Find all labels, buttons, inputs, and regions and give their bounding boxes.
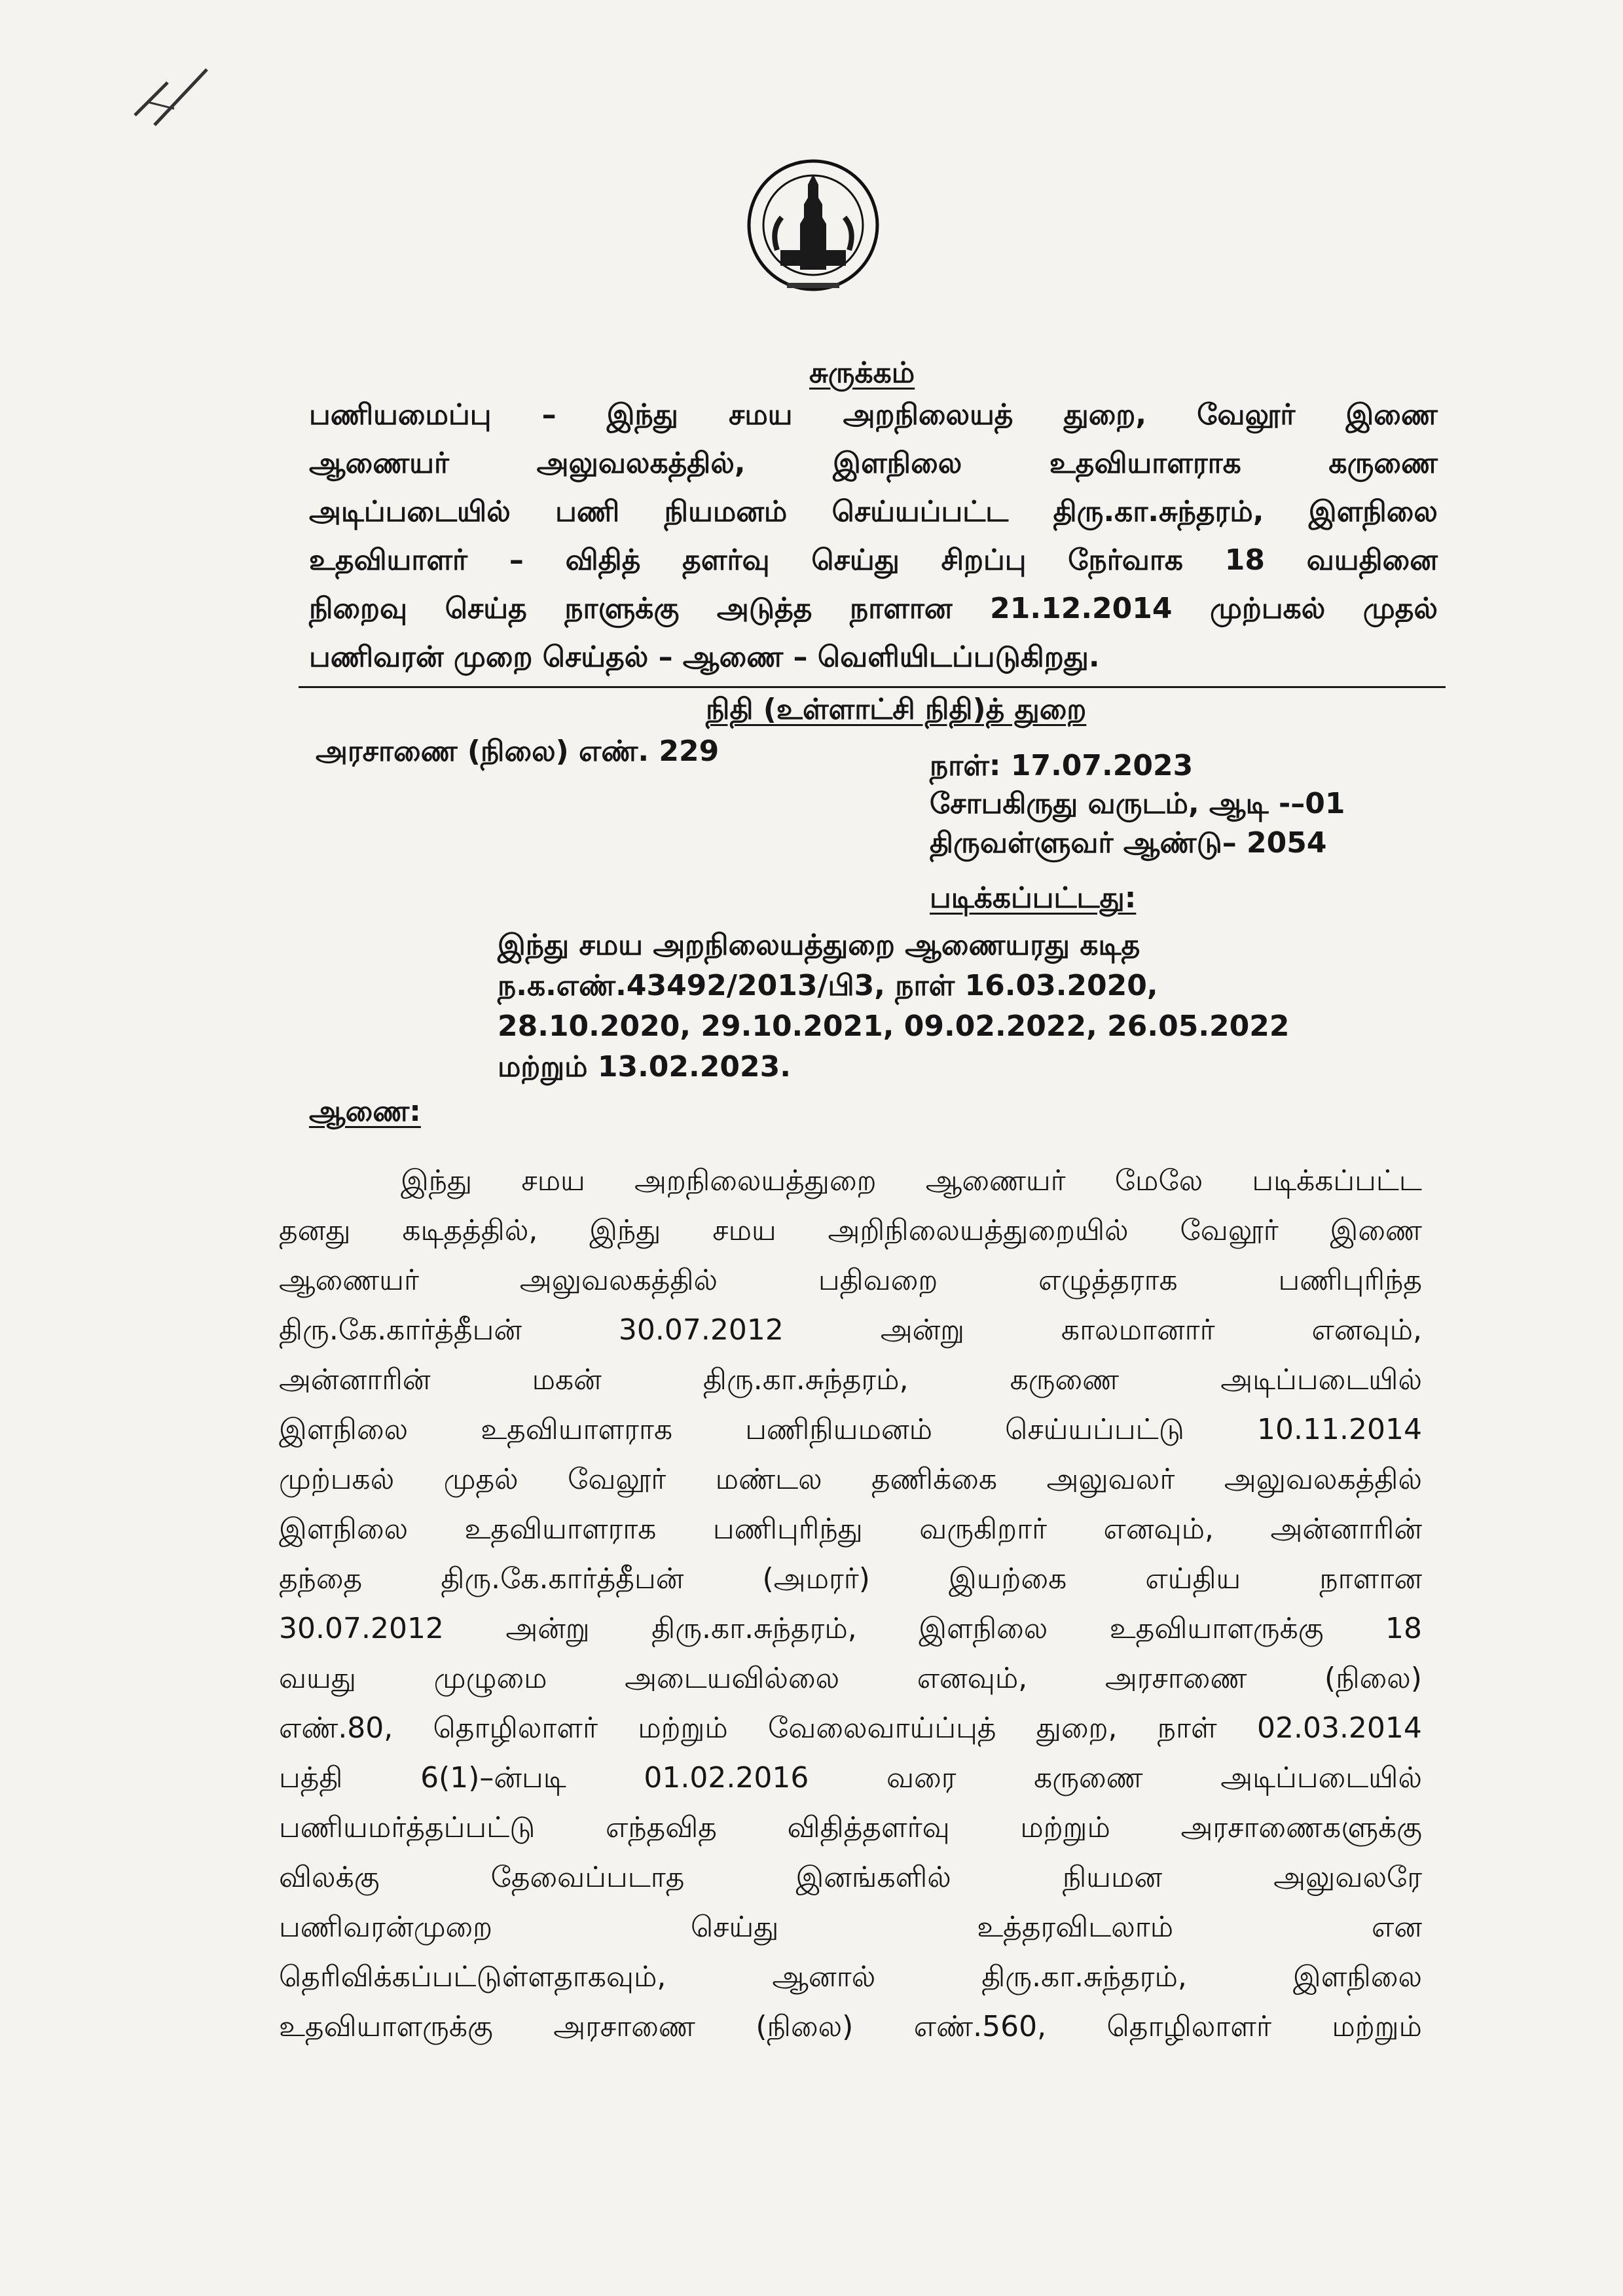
- reference-line: 28.10.2020, 29.10.2021, 09.02.2022, 26.05.2022: [498, 1010, 1290, 1043]
- summary-line: பணியமைப்பு – இந்து சமய அறநிலையத் துறை, வேலூர் இணை: [309, 398, 1438, 431]
- summary-line: அடிப்படையில் பணி நியமனம் செய்யப்பட்ட திரு.கா.சுந்தரம், இளநிலை: [309, 495, 1438, 528]
- body-line: இளநிலை உதவியாளராக பணிபுரிந்து வருகிறார் எனவும், அன்னாரின்: [279, 1512, 1422, 1546]
- body-line: விலக்கு தேவைப்படாத இனங்களில் நியமன அலுவலரே: [279, 1861, 1422, 1894]
- summary-line: ஆணையர் அலுவலகத்தில், இளநிலை உதவியாளராக கருணை: [309, 446, 1438, 480]
- handwritten-tick-mark: [128, 63, 220, 135]
- body-line: பணியமர்த்தப்பட்டு எந்தவித விதித்தளர்வு மற்றும் அரசாணைகளுக்கு: [279, 1811, 1422, 1844]
- body-line: பணிவரன்முறை செய்து உத்தரவிடலாம் என: [279, 1910, 1422, 1944]
- body-line: உதவியாளருக்கு அரசாணை (நிலை) எண்.560, தொழிலாளர் மற்றும்: [279, 2010, 1422, 2043]
- body-line: தெரிவிக்கப்பட்டுள்ளதாகவும், ஆனால் திரு.கா.சுந்தரம், இளநிலை: [279, 1960, 1422, 1994]
- order-heading: ஆணை:: [309, 1095, 421, 1128]
- divider: [299, 686, 1446, 688]
- summary-line: பணிவரன் முறை செய்தல் – ஆணை – வெளியிடப்படுகிறது.: [309, 640, 1100, 674]
- summary-heading: சுருக்கம்: [809, 356, 915, 390]
- reference-line: ந.க.எண்.43492/2013/பி3, நாள் 16.03.2020,: [498, 969, 1158, 1002]
- thiruvalluvar-year: திருவள்ளுவர் ஆண்டு– 2054: [930, 826, 1327, 860]
- body-line: தந்தை திரு.கே.கார்த்தீபன் (அமரர்) இயற்கை எய்திய நாளான: [279, 1562, 1422, 1595]
- department-title: நிதி (உள்ளாட்சி நிதி)த் துறை: [706, 693, 1087, 726]
- tamil-nadu-emblem-icon: [741, 152, 885, 302]
- body-line: எண்.80, தொழிலாளர் மற்றும் வேலைவாய்ப்புத் துறை, நாள் 02.03.2014: [279, 1711, 1422, 1745]
- reference-line: இந்து சமய அறநிலையத்துறை ஆணையரது கடித: [498, 928, 1140, 962]
- summary-line: நிறைவு செய்த நாளுக்கு அடுத்த நாளான 21.12.2014 முற்பகல் முதல்: [309, 592, 1438, 625]
- body-line: வயது முழுமை அடையவில்லை எனவும், அரசாணை (நிலை): [279, 1662, 1422, 1695]
- summary-line: உதவியாளர் – விதித் தளர்வு செய்து சிறப்பு நேர்வாக 18 வயதினை: [309, 543, 1438, 577]
- body-line: ஆணையர் அலுவலகத்தில் பதிவறை எழுத்தராக பணிபுரிந்த: [279, 1264, 1422, 1297]
- order-date: நாள்: 17.07.2023: [930, 749, 1194, 782]
- read-heading: படிக்கப்பட்டது:: [930, 881, 1137, 915]
- body-line: முற்பகல் முதல் வேலூர் மண்டல தணிக்கை அலுவலர் அலுவலகத்தில்: [279, 1463, 1422, 1496]
- body-line: இந்து சமய அறநிலையத்துறை ஆணையர் மேலே படிக்கப்பட்ட: [401, 1164, 1422, 1197]
- body-line: இளநிலை உதவியாளராக பணிநியமனம் செய்யப்பட்டு 10.11.2014: [279, 1413, 1422, 1446]
- body-line: தனது கடிதத்தில், இந்து சமய அறிநிலையத்துறையில் வேலூர் இணை: [279, 1214, 1422, 1247]
- body-line: அன்னாரின் மகன் திரு.கா.சுந்தரம், கருணை அடிப்படையில்: [279, 1363, 1422, 1396]
- body-line: 30.07.2012 அன்று திரு.கா.சுந்தரம், இளநிலை உதவியாளருக்கு 18: [279, 1612, 1422, 1645]
- reference-line: மற்றும் 13.02.2023.: [498, 1050, 791, 1084]
- go-number: அரசாணை (நிலை) எண். 229: [316, 735, 720, 768]
- tamil-month-date: சோபகிருது வருடம், ஆடி -–01: [930, 787, 1345, 820]
- body-line: பத்தி 6(1)–ன்படி 01.02.2016 வரை கருணை அடிப்படையில்: [279, 1761, 1422, 1795]
- body-line: திரு.கே.கார்த்தீபன் 30.07.2012 அன்று காலமானார் எனவும்,: [279, 1313, 1422, 1347]
